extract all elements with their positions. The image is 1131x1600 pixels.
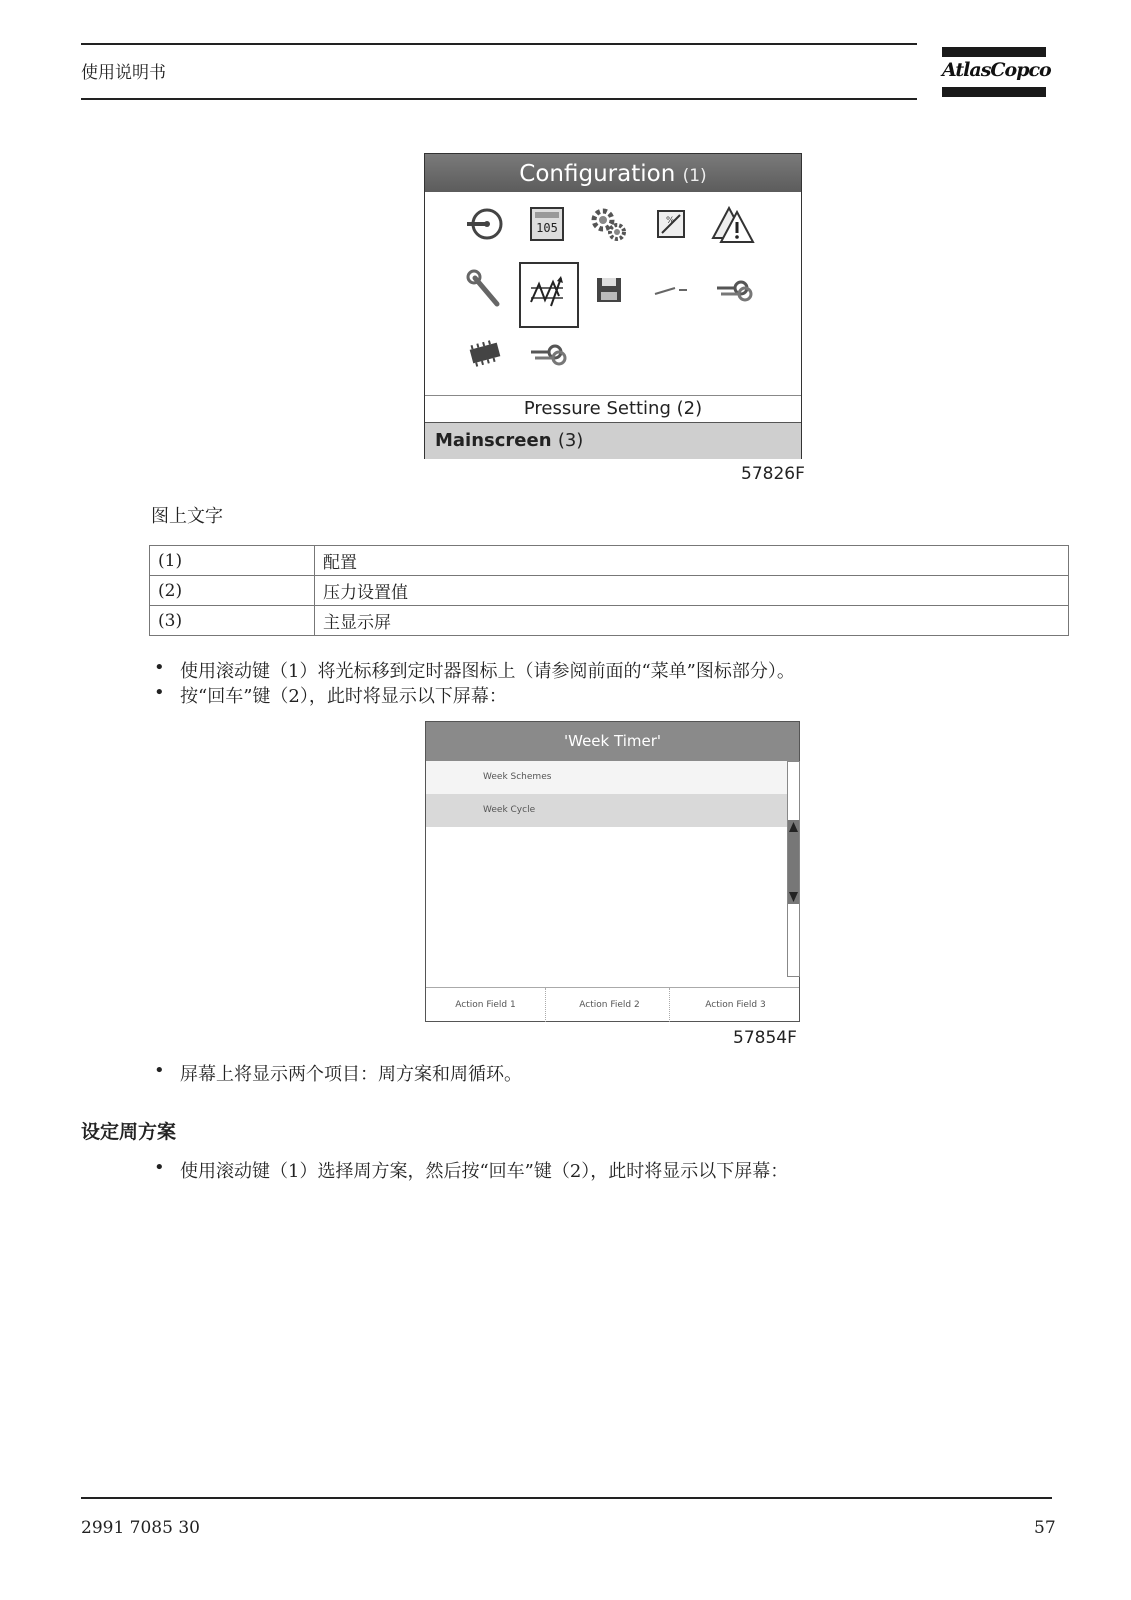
- list-item-selected[interactable]: [426, 794, 787, 827]
- logo-text: AtlasCopco: [942, 59, 1051, 81]
- footer-rule: [81, 1497, 1052, 1499]
- bullet-item: • 屏幕上将显示两个项目：周方案和周循环。: [154, 1060, 522, 1085]
- bullet-text: 屏幕上将显示两个项目：周方案和周循环。: [180, 1064, 522, 1085]
- bullet-item: • 按“回车”键（2），此时将显示以下屏幕：: [154, 682, 507, 707]
- gears-icon[interactable]: [587, 202, 631, 246]
- bullet-item: • 使用滚动键（1）选择周方案，然后按“回车”键（2），此时将显示以下屏幕：: [154, 1157, 789, 1182]
- week-timer-title: 'Week Timer': [426, 722, 799, 761]
- config-title-ref: (1): [682, 166, 707, 186]
- pressure-setting-label: Pressure Setting: [523, 398, 671, 419]
- scrollbar-thumb[interactable]: [788, 820, 799, 904]
- scroll-down-arrow-icon: [789, 892, 798, 902]
- legend-key: (3): [150, 606, 315, 636]
- action-field-3[interactable]: Action Field 3: [705, 1000, 766, 1010]
- legend-table: [149, 545, 1069, 636]
- bullet-text: 使用滚动键（1）选择周方案，然后按“回车”键（2），此时将显示以下屏幕：: [180, 1161, 789, 1182]
- chip-icon[interactable]: [463, 332, 507, 376]
- legend-caption: 图上文字: [151, 506, 223, 527]
- week-schemes-item: Week Schemes: [483, 772, 552, 782]
- table-row: [150, 606, 1069, 636]
- svg-text:%: %: [666, 216, 675, 226]
- config-title: Configuration: [519, 161, 676, 187]
- doc-number: 2991 7085 30: [81, 1518, 200, 1538]
- configuration-screen: [424, 153, 802, 459]
- action-field-1[interactable]: Action Field 1: [426, 988, 546, 1022]
- svg-text:105: 105: [536, 221, 558, 235]
- scroll-up-arrow-icon: [789, 822, 798, 832]
- list-item[interactable]: [426, 761, 787, 794]
- page-number: 57: [1034, 1518, 1056, 1538]
- percent-card-icon[interactable]: [649, 202, 693, 246]
- action-field-bar: [426, 987, 799, 1022]
- floppy-disk-icon[interactable]: [587, 268, 631, 312]
- bullet-text: 使用滚动键（1）将光标移到定时器图标上（请参阅前面的“菜单”图标部分）。: [180, 661, 795, 682]
- bullet-item: • 使用滚动键（1）将光标移到定时器图标上（请参阅前面的“菜单”图标部分）。: [154, 657, 795, 682]
- scrollbar[interactable]: [787, 761, 800, 977]
- section-heading: 设定周方案: [81, 1121, 177, 1143]
- table-row: [150, 576, 1069, 606]
- legend-value: 主显示屏: [315, 606, 1069, 636]
- week-cycle-item: Week Cycle: [483, 805, 536, 815]
- legend-key: (2): [150, 576, 315, 606]
- bullet-text: 按“回车”键（2），此时将显示以下屏幕：: [180, 686, 507, 707]
- figure-id-2: 57854F: [733, 1028, 797, 1048]
- wrench-icon[interactable]: [463, 268, 507, 312]
- mainscreen-label: Mainscreen: [435, 430, 552, 451]
- header-top-rule: [81, 43, 917, 45]
- dash-line-icon[interactable]: [649, 268, 693, 312]
- action-field-2[interactable]: Action Field 2: [550, 988, 670, 1022]
- config-title-bar: [425, 154, 801, 192]
- legend-value: 压力设置值: [315, 576, 1069, 606]
- power-icon[interactable]: [463, 202, 507, 246]
- counter-105-icon[interactable]: [525, 202, 569, 246]
- pressure-trend-icon[interactable]: [525, 270, 569, 314]
- figure-id-1: 57826F: [741, 464, 805, 484]
- doc-title: 使用说明书: [81, 63, 166, 83]
- legend-value: 配置: [315, 546, 1069, 576]
- pressure-setting-ref: (2): [676, 398, 703, 419]
- selected-item-label: [425, 395, 801, 422]
- mainscreen-ref: (3): [557, 430, 584, 451]
- warning-icon[interactable]: [711, 202, 755, 246]
- legend-key: (1): [150, 546, 315, 576]
- week-timer-screen: [425, 721, 800, 1022]
- atlas-copco-logo: [942, 47, 1051, 99]
- table-row: [150, 546, 1069, 576]
- header-bottom-rule: [81, 98, 917, 100]
- mainscreen-bar[interactable]: [425, 422, 801, 459]
- keys-icon[interactable]: [711, 268, 755, 312]
- keys-icon[interactable]: [525, 332, 569, 376]
